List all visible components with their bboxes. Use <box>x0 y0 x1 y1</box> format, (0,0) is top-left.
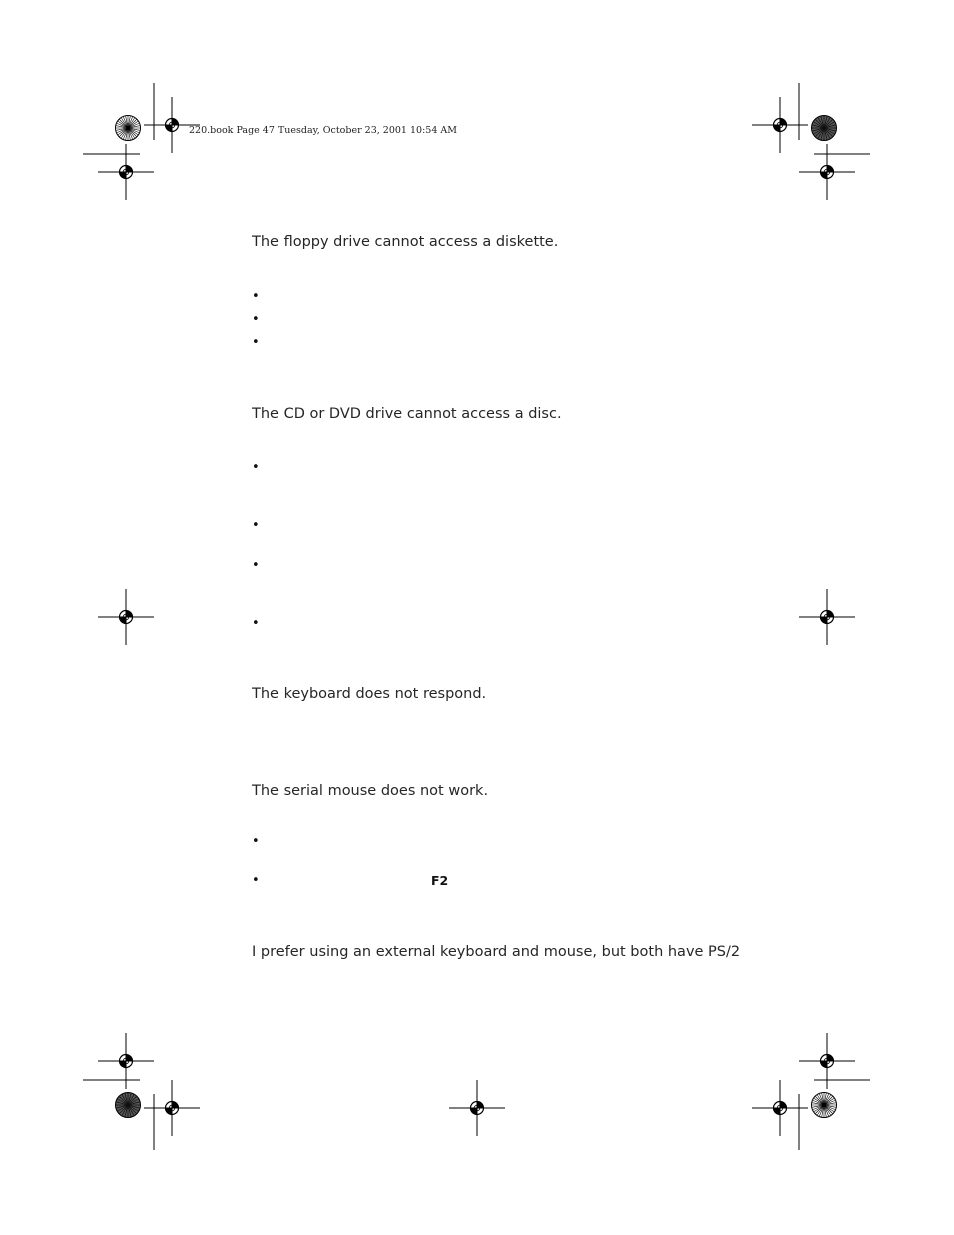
print-slug-header: 220.book Page 47 Tuesday, October 23, 2001 10:54 AM <box>189 125 457 136</box>
ps2-question-text: I prefer using an external keyboard and mouse, but both have PS/2 <box>252 944 741 960</box>
list-bullet: • <box>252 873 260 888</box>
cd-dvd-problem-text: The CD or DVD drive cannot access a disc. <box>252 406 562 422</box>
list-bullet: • <box>252 460 260 475</box>
keyboard-problem-text: The keyboard does not respond. <box>252 686 487 702</box>
list-bullet: • <box>252 289 260 304</box>
list-bullet: • <box>252 518 260 533</box>
f2-key-label: F2 <box>431 873 449 888</box>
list-bullet: • <box>252 312 260 327</box>
floppy-problem-text: The floppy drive cannot access a diskette. <box>252 234 559 250</box>
serial-mouse-problem-text: The serial mouse does not work. <box>252 783 489 799</box>
list-bullet: • <box>252 335 260 350</box>
list-bullet: • <box>252 616 260 631</box>
list-bullet: • <box>252 834 260 849</box>
list-bullet: • <box>252 558 260 573</box>
